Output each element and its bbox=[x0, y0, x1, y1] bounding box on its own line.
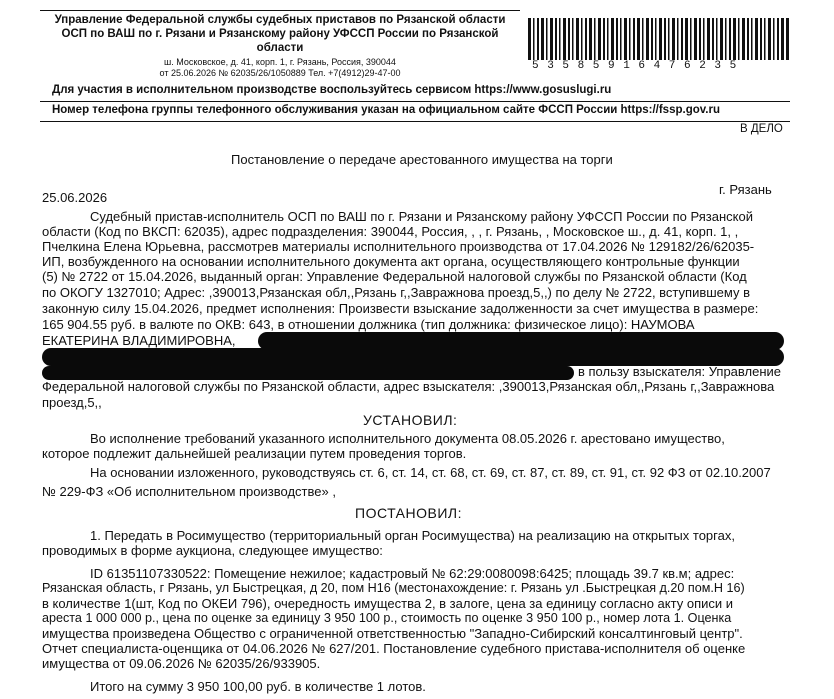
org-line-1: Управление Федеральной службы судебных приставов по Рязанской области bbox=[54, 14, 506, 26]
recipient-line: в пользу взыскателя: Управление bbox=[578, 364, 781, 379]
document-title: Постановление о передаче арестованного имущества на торги bbox=[231, 152, 613, 167]
item1-line: 1. Передать в Росимущество (территориальный орган Росимущества) на реализацию на открытых торгах, bbox=[90, 528, 735, 543]
intro-line: законную силу 15.04.2026, предмет исполнения: Произвести взыскание задолженности за счет имущества в размере: bbox=[42, 301, 759, 316]
org-line-3: области bbox=[256, 42, 304, 54]
address-line-1: ш. Московское, д. 41, корп. 1, г. Рязань, Россия, 390044 bbox=[164, 57, 396, 67]
property-line: Отчет специалиста-оценщика от 04.06.2026 № 627/201. Постановление судебного пристава-исполнителя об оценке bbox=[42, 641, 746, 656]
intro-line: по ОКОГУ 1327010; Адрес: ,390013,Рязанская обл,,Рязань г,,Завражнова проезд,5,,) по делу № 2722, вступившему в bbox=[42, 285, 750, 300]
property-line: ID 61351107330522: Помещение нежилое; кадастровый № 62:29:0080098:6425; площадь 39.7 кв.м; адрес: bbox=[90, 566, 735, 581]
header-block bbox=[40, 10, 520, 81]
divider-line-2 bbox=[40, 121, 790, 122]
basis-line: № 229-ФЗ «Об исполнительном производстве» , bbox=[42, 484, 336, 499]
intro-line: 165 904.55 руб. в валюте по ОКВ: 643, в отношении должника (тип должника: физическое лицо): НАУМОВА bbox=[42, 317, 695, 332]
redaction-bar bbox=[42, 366, 574, 380]
postanovil-heading: ПОСТАНОВИЛ: bbox=[355, 505, 462, 521]
barcode-number: 53585916476235 bbox=[532, 60, 745, 72]
document-date: 25.06.2026 bbox=[42, 190, 108, 205]
ustanovil-line: которое подлежит дальнейшей реализации путем проведения торгов. bbox=[42, 446, 467, 461]
recipient-line: проезд,5,, bbox=[42, 395, 102, 410]
ustanovil-line: Во исполнение требований указанного исполнительного документа 08.05.2026 г. арестовано имущество, bbox=[90, 431, 725, 446]
intro-line: (5) № 2722 от 15.04.2026, выданный орган: Управление Федеральной налоговой службы по Рязанской области (Код bbox=[42, 269, 747, 284]
property-line: в количестве 1(шт, Код по ОКЕИ 796), очередность имущества 2, в залоге, цена за единицу согласно акту описи и bbox=[42, 596, 733, 611]
ustanovil-heading: УСТАНОВИЛ: bbox=[363, 412, 458, 428]
intro-line: ИП, возбужденного на основании исполнительного документа акт органа, осуществляющего контрольные функции bbox=[42, 254, 740, 269]
property-line: имущества произведена Общество с ограниченной ответственностью "Западно-Сибирский консалтинговый центр". bbox=[42, 626, 743, 641]
org-line-2: ОСП по ВАШ по г. Рязани и Рязанскому району УФССП России по Рязанской bbox=[61, 28, 499, 40]
gosuslugi-notice: Для участия в исполнительном производстве воспользуйтесь сервисом https://www.gosuslugi.ru bbox=[52, 84, 612, 96]
phone-notice: Номер телефона группы телефонного обслуживания указан на официальном сайте ФССП России https://fssp.gov.ru bbox=[52, 104, 720, 116]
debtor-name-line: ЕКАТЕРИНА ВЛАДИМИРОВНА, bbox=[42, 333, 236, 348]
recipient-line: Федеральной налоговой службы по Рязанской области, адрес взыскателя: ,390013,Рязанская обл,,Рязань г,,Завражнова bbox=[42, 379, 775, 394]
address-line-2: от 25.06.2026 № 62035/26/1050889 Тел. +7(4912)29-47-00 bbox=[159, 68, 401, 78]
item1-line: проводимых в форме аукциона, следующее имущество: bbox=[42, 543, 383, 558]
total-line: Итого на сумму 3 950 100,00 руб. в количестве 1 лотов. bbox=[90, 679, 426, 694]
document-city: г. Рязань bbox=[719, 182, 772, 197]
v-delo-stamp: В ДЕЛО bbox=[740, 123, 783, 135]
property-line: имущества от 09.06.2026 № 62035/26/933905. bbox=[42, 656, 321, 671]
basis-line: На основании изложенного, руководствуясь ст. 6, ст. 14, ст. 68, ст. 69, ст. 87, ст. 89, ст. 91, ст. 92 ФЗ от 02.10.2007 bbox=[90, 465, 771, 480]
barcode-image bbox=[528, 18, 790, 60]
divider-line-1 bbox=[40, 101, 790, 102]
intro-line: области (Код по ВКСП: 62035), адрес подразделения: 390044, Россия, , , г. Рязань, , Московское ш., д. 41, корп. 1, , bbox=[42, 224, 739, 239]
property-line: Рязанская область, г Рязань, ул Быстрецкая, д 20, пом Н16 (местонахождение: г. Рязань ул .Быстрецкая д.20 пом.Н 16) bbox=[42, 581, 745, 595]
intro-line: Пчелкина Елена Юрьевна, рассмотрев материалы исполнительного производства от 17.04.2026 № 129182/26/62035- bbox=[42, 239, 755, 254]
property-line: ареста 1 000 000 р., цена по оценке за единицу 3 950 100 р., стоимость по оценке 3 950 100 р., номер лота 1. Оценка bbox=[42, 611, 732, 625]
intro-line: Судебный пристав-исполнитель ОСП по ВАШ по г. Рязани и Рязанскому району УФССП России по Рязанской bbox=[90, 209, 753, 224]
